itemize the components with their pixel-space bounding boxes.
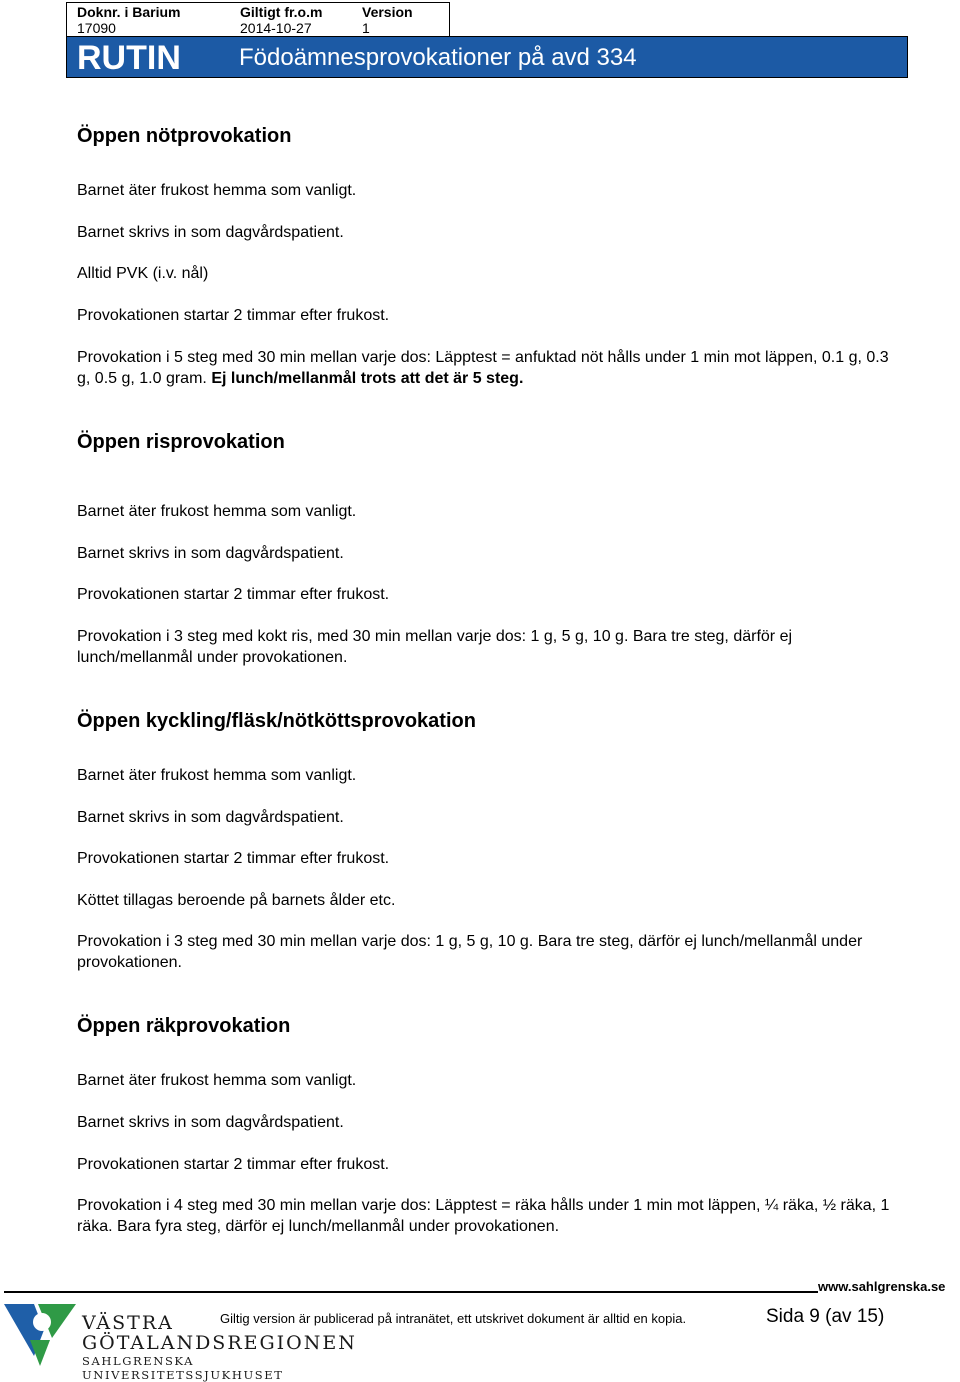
section-heading: Öppen risprovokation [77, 431, 285, 453]
document-title-bar [66, 36, 908, 78]
section-heading: Öppen kyckling/fläsk/nötköttsprovokation [77, 710, 476, 732]
footer-divider [4, 1291, 818, 1293]
paragraph: Alltid PVK (i.v. nål) [77, 265, 209, 282]
paragraph: Köttet tillagas beroende på barnets ålder etc. [77, 892, 396, 909]
paragraph [77, 347, 897, 389]
paragraph: Provokation i 4 steg med 30 min mellan varje dos: Läpptest = räka hålls under 1 min mot läppen, ¼ räka, ½ räka, 1 räka. Bara fyra steg, därför ej lunch/mellanmål under provokationen. [77, 1197, 890, 1235]
footer-note: Giltig version är publicerad på intranätet, ett utskrivet dokument är alltid en kopia. [220, 1311, 687, 1326]
document-header-table [66, 2, 450, 36]
paragraph: Barnet äter frukost hemma som vanligt. [77, 767, 357, 784]
docnr-label: Doknr. i Barium [77, 4, 181, 20]
page-number: Sida 9 (av 15) [766, 1306, 885, 1327]
paragraph: Provokation i 3 steg med kokt ris, med 30 min mellan varje dos: 1 g, 5 g, 10 g. Bara tre steg, därför ej lunch/mellanmål under provokationen. [77, 628, 793, 666]
paragraph: Provokationen startar 2 timmar efter frukost. [77, 1156, 390, 1173]
paragraph: Provokationen startar 2 timmar efter frukost. [77, 586, 390, 603]
paragraph: Barnet skrivs in som dagvårdspatient. [77, 809, 344, 826]
paragraph: Barnet skrivs in som dagvårdspatient. [77, 224, 344, 241]
logo-text-line-1: VÄSTRA [82, 1312, 174, 1334]
valid-from-label: Giltigt fr.o.m [240, 4, 323, 20]
logo-text-line-3: SAHLGRENSKA UNIVERSITETSSJUKHUSET [82, 1354, 284, 1382]
document-type: RUTIN [77, 39, 181, 77]
section-heading: Öppen räkprovokation [77, 1015, 291, 1037]
vgr-logo [4, 1300, 364, 1382]
version-label: Version [362, 4, 413, 20]
paragraph: Provokationen startar 2 timmar efter frukost. [77, 850, 390, 867]
website-link[interactable]: www.sahlgrenska.se [818, 1279, 946, 1294]
paragraph: Provokationen startar 2 timmar efter frukost. [77, 307, 390, 324]
version-value: 1 [362, 20, 370, 36]
vgr-emblem-icon [4, 1300, 76, 1368]
paragraph: Barnet skrivs in som dagvårdspatient. [77, 545, 344, 562]
paragraph: Provokation i 3 steg med 30 min mellan varje dos: 1 g, 5 g, 10 g. Bara tre steg, därför ej lunch/mellanmål under provokationen. [77, 933, 863, 971]
logo-text-line-2: GÖTALANDSREGIONEN [82, 1332, 357, 1354]
section-heading: Öppen nötprovokation [77, 125, 292, 147]
paragraph: Barnet äter frukost hemma som vanligt. [77, 503, 357, 520]
paragraph: Barnet äter frukost hemma som vanligt. [77, 1072, 357, 1089]
valid-from-value: 2014-10-27 [240, 20, 312, 36]
paragraph: Barnet äter frukost hemma som vanligt. [77, 182, 357, 199]
paragraph-text: Provokation i 5 steg med 30 min mellan varje dos: Läpptest = anfuktad nöt hålls under 1 min mot läppen, 0.1 g, 0.3 g, 0.5 g, 1.0 gram. [77, 349, 889, 387]
document-title: Födoämnesprovokationer på avd 334 [239, 44, 637, 71]
paragraph-bold-note: Ej lunch/mellanmål trots att det är 5 steg. [211, 370, 524, 387]
paragraph: Barnet skrivs in som dagvårdspatient. [77, 1114, 344, 1131]
docnr-value: 17090 [77, 20, 116, 36]
